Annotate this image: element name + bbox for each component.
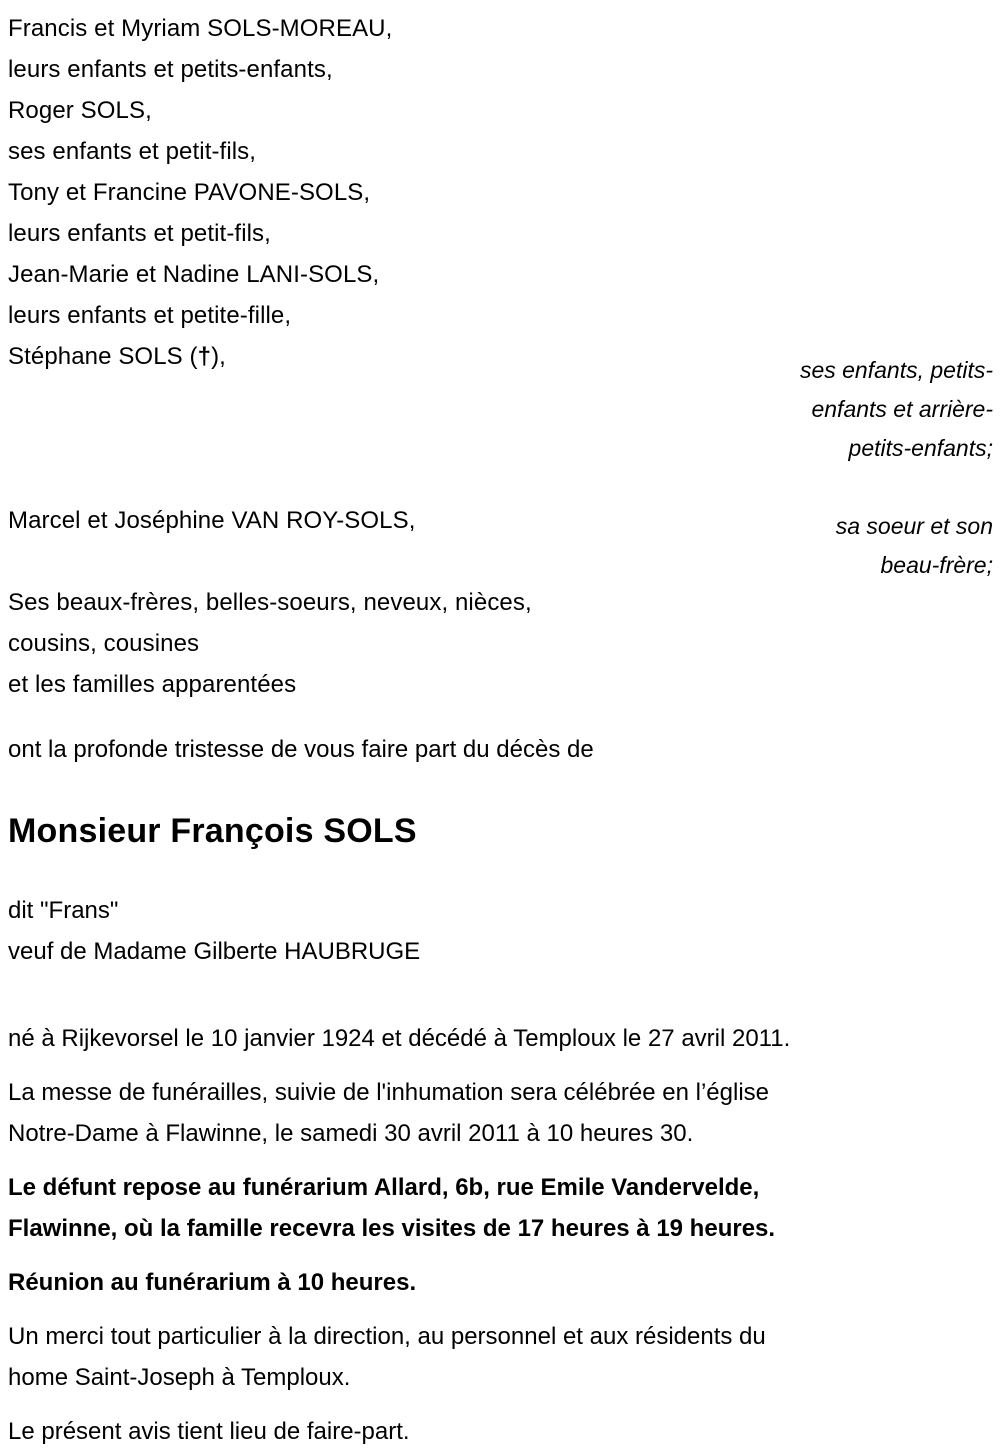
relation-line: petits-enfants; <box>848 435 993 461</box>
kin-line: Tony et Francine PAVONE-SOLS, <box>8 179 371 206</box>
mass-line-2: Notre-Dame à Flawinne, le samedi 30 avril 2011 à 10 heures 30. <box>8 1120 694 1147</box>
birth-death-paragraph <box>8 1018 992 1059</box>
dagger-icon: † <box>197 343 212 370</box>
relation-line: enfants et arrière- <box>811 396 993 422</box>
kin-list <box>8 8 688 705</box>
kin-line: leurs enfants et petits-enfants, <box>8 56 333 83</box>
relation-line: ses enfants, petits- <box>799 357 993 383</box>
kin-line: ses enfants et petit-fils, <box>8 138 257 165</box>
kin-line: leurs enfants et petit-fils, <box>8 220 271 247</box>
deceased-spouse: veuf de Madame Gilberte HAUBRUGE <box>8 938 421 965</box>
birth-death-line: né à Rijkevorsel le 10 janvier 1924 et décédé à Temploux le 27 avril 2011. <box>8 1025 791 1052</box>
thanks-line-1: Un merci tout particulier à la direction, au personnel et aux résidents du <box>8 1323 766 1350</box>
kin-line: leurs enfants et petite-fille, <box>8 302 292 329</box>
funerarium-line-1: Le défunt repose au funérarium Allard, 6b, rue Emile Vandervelde, <box>8 1174 760 1201</box>
announcement-sentence: ont la profonde tristesse de vous faire part du décès de <box>8 736 594 763</box>
family-section <box>0 0 1000 698</box>
kin-line: et les familles apparentées <box>8 671 297 698</box>
thanks-line-2: home Saint-Joseph à Temploux. <box>8 1364 351 1391</box>
gathering-paragraph <box>8 1262 992 1303</box>
relation-annotations <box>673 351 993 585</box>
deceased-alias-block <box>8 890 968 972</box>
mass-paragraph <box>8 1072 992 1154</box>
relation-line: beau-frère; <box>880 552 993 578</box>
kin-line-deceased-child <box>8 336 688 377</box>
deceased-name: Monsieur François SOLS <box>8 812 417 850</box>
kin-name-prefix: Stéphane SOLS ( <box>8 343 198 370</box>
faire-part-paragraph <box>8 1411 992 1452</box>
kin-line: cousins, cousines <box>8 630 200 657</box>
deceased-nickname: dit "Frans" <box>8 897 119 924</box>
kin-line: Francis et Myriam SOLS-MOREAU, <box>8 15 393 42</box>
funerarium-paragraph <box>8 1167 992 1249</box>
details-section <box>8 1018 992 1452</box>
kin-line: Roger SOLS, <box>8 97 152 124</box>
kin-line: Marcel et Joséphine VAN ROY-SOLS, <box>8 507 416 534</box>
funerarium-line-2: Flawinne, où la famille recevra les visites de 17 heures à 19 heures. <box>8 1215 776 1242</box>
kin-line: Ses beaux-frères, belles-soeurs, neveux, nièces, <box>8 589 532 616</box>
kin-name-suffix: ), <box>211 343 226 370</box>
thanks-paragraph <box>8 1316 992 1398</box>
gathering-line: Réunion au funérarium à 10 heures. <box>8 1269 417 1296</box>
kin-line: Jean-Marie et Nadine LANI-SOLS, <box>8 261 380 288</box>
faire-part-line: Le présent avis tient lieu de faire-part. <box>8 1418 410 1445</box>
mass-line-1: La messe de funérailles, suivie de l'inhumation sera célébrée en l’église <box>8 1079 770 1106</box>
relation-line: sa soeur et son <box>835 513 993 539</box>
